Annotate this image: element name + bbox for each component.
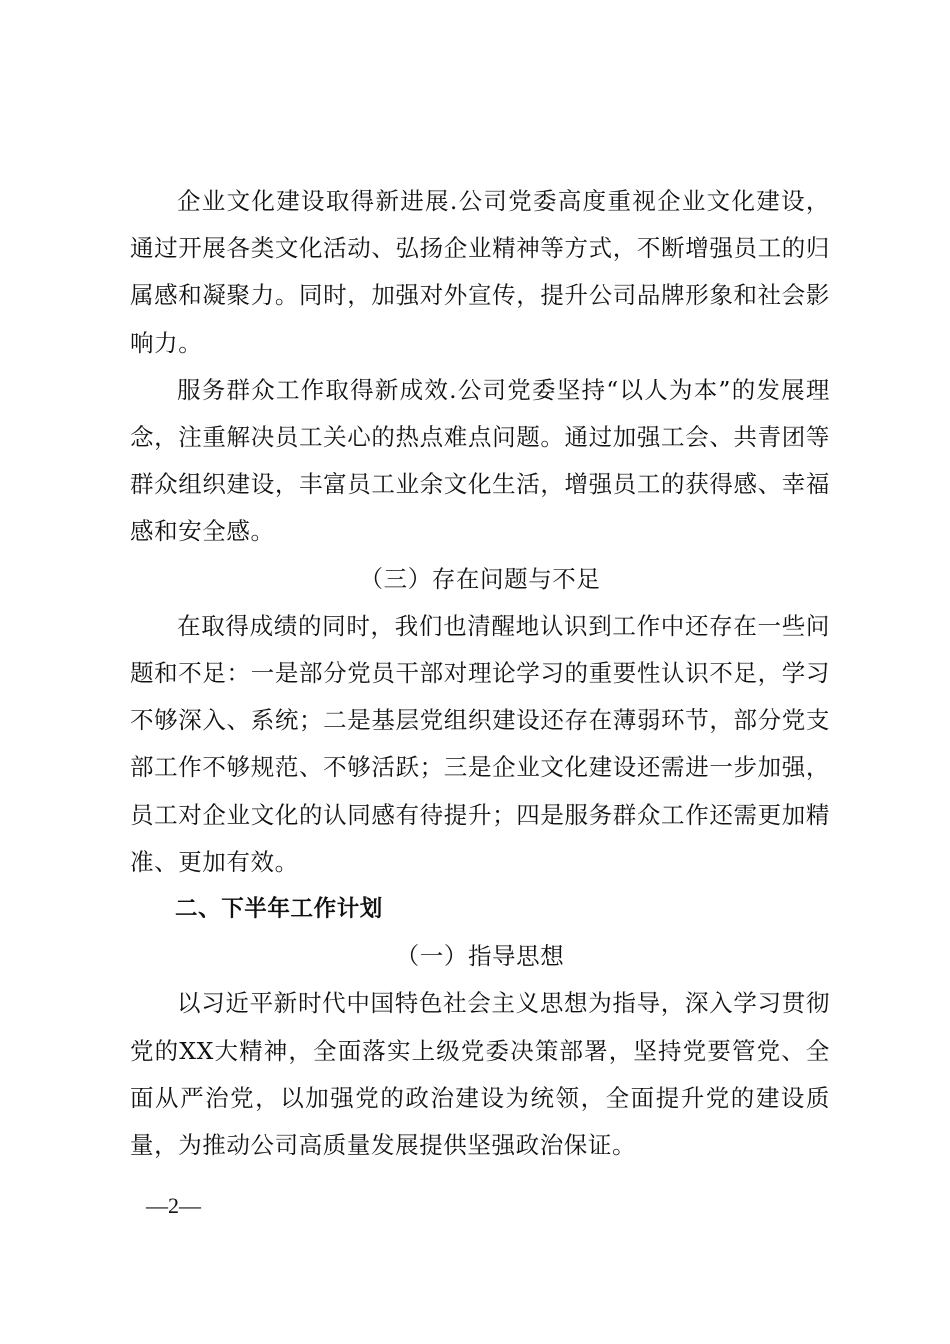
paragraph-mass-service: 服务群众工作取得新成效.公司党委坚持“以人为本”的发展理念，注重解决员工关心的热点难点问题。通过加强工会、共青团等群众组织建设，丰富员工业余文化生活，增强员工的获得感、幸福感和安全感。 — [130, 375, 830, 546]
page-number: —2— — [146, 1193, 201, 1218]
document-body — [130, 178, 830, 1169]
subheading-problems: （三）存在问题与不足 — [359, 564, 601, 593]
section-heading-work-plan: 二、下半年工作计划 — [175, 896, 383, 923]
paragraph-culture-building: 企业文化建设取得新进展.公司党委高度重视企业文化建设，通过开展各类文化活动、弘扬企业精神等方式，不断增强员工的归属感和凝聚力。同时，加强对外宣传，提升公司品牌形象和社会影响力。 — [130, 187, 830, 357]
paragraph-guiding-ideology: 以习近平新时代中国特色社会主义思想为指导，深入学习贯彻党的XX大精神，全面落实上级党委决策部署，坚持党要管党、全面从严治党，以加强党的政治建设为统领，全面提升党的建设质量，为推动公司高质量发展提供坚强政治保证。 — [130, 989, 830, 1160]
paragraph-problems: 在取得成绩的同时，我们也清醒地认识到工作中还存在一些问题和不足：一是部分党员干部对理论学习的重要性认识不足，学习不够深入、系统；二是基层党组织建设还存在薄弱环节，部分党支部工作不够规范、不够活跃；三是企业文化建设还需进一步加强，员工对企业文化的认同感有待提升；四是服务群众工作还需更加精准、更加有效。 — [130, 611, 830, 876]
subheading-guiding-ideology: （一）指导思想 — [395, 942, 565, 971]
